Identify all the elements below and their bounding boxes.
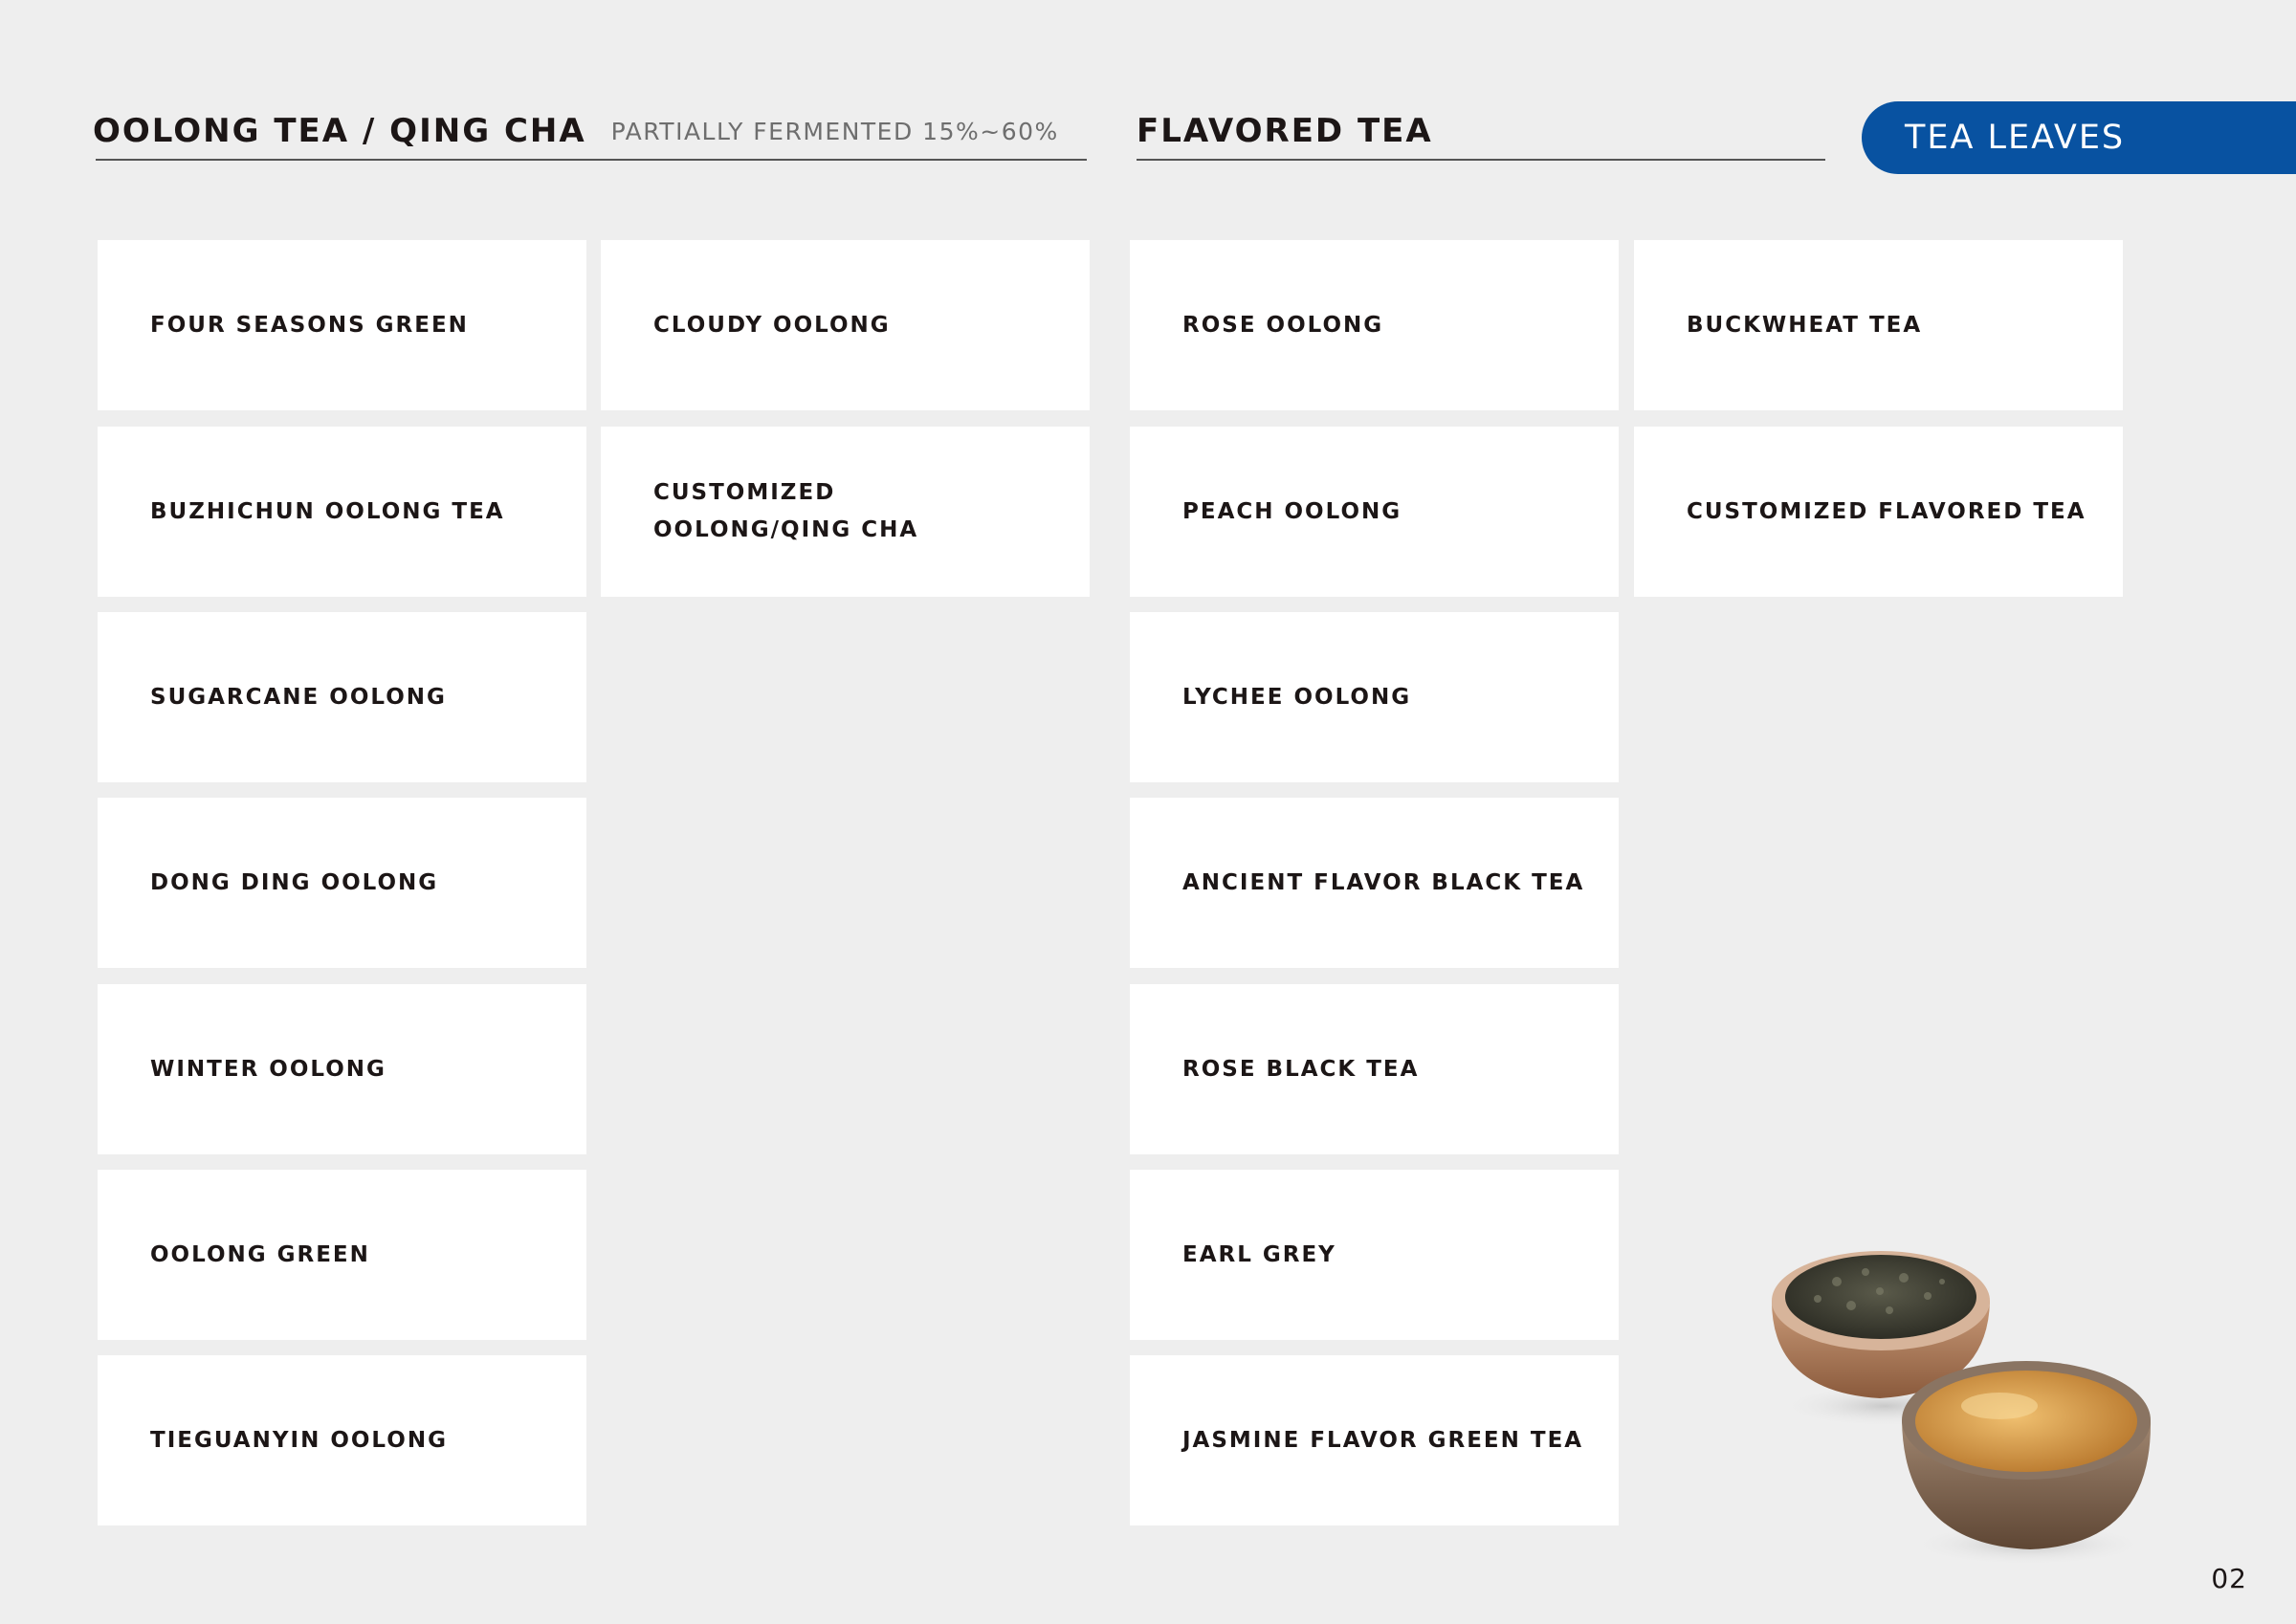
- tea-name: CUSTOMIZED FLAVORED TEA: [1687, 498, 2086, 524]
- tea-card: [1130, 984, 1619, 1154]
- tea-card: [1130, 427, 1619, 597]
- tea-card: [98, 612, 586, 782]
- tea-name: ROSE BLACK TEA: [1182, 1056, 1420, 1082]
- tea-name: CUSTOMIZED OOLONG/QING CHA: [653, 480, 919, 542]
- tea-name: FOUR SEASONS GREEN: [150, 312, 469, 338]
- tea-name: SUGARCANE OOLONG: [150, 684, 447, 710]
- tea-name: BUZHICHUN OOLONG TEA: [150, 498, 505, 524]
- tea-card: [98, 240, 586, 410]
- tea-card: [98, 1355, 586, 1525]
- tea-card: [1130, 240, 1619, 410]
- page-number: 02: [2211, 1563, 2247, 1594]
- tea-name: DONG DING OOLONG: [150, 869, 439, 895]
- flavored-section-title: FLAVORED TEA: [1137, 112, 1433, 150]
- oolong-section-header: [93, 103, 1087, 161]
- tea-card: [1130, 1170, 1619, 1340]
- tea-card: [1130, 798, 1619, 968]
- flavored-section-header: [1137, 103, 1825, 161]
- tea-card: [98, 798, 586, 968]
- tea-leaves-tab: [1862, 101, 2296, 174]
- tea-name: WINTER OOLONG: [150, 1056, 386, 1082]
- tea-name: ROSE OOLONG: [1182, 312, 1384, 338]
- tea-name: CLOUDY OOLONG: [653, 312, 891, 338]
- tea-card: [98, 427, 586, 597]
- oolong-section-title: OOLONG TEA / QING CHA: [93, 112, 586, 150]
- tea-leaves-tab-label: TEA LEAVES: [1905, 119, 2126, 157]
- tea-name: EARL GREY: [1182, 1241, 1336, 1267]
- tea-card: [1634, 427, 2123, 597]
- tea-card: [1130, 612, 1619, 782]
- oolong-section-subtitle: PARTIALLY FERMENTED 15%~60%: [610, 117, 1059, 145]
- tea-card: [98, 1170, 586, 1340]
- tea-name: PEACH OOLONG: [1182, 498, 1402, 524]
- tea-card: [1130, 1355, 1619, 1525]
- tea-name: BUCKWHEAT TEA: [1687, 312, 1923, 338]
- tea-card: [601, 427, 1090, 597]
- tea-name: JASMINE FLAVOR GREEN TEA: [1182, 1427, 1584, 1453]
- tea-card: [98, 984, 586, 1154]
- tea-card: [601, 240, 1090, 410]
- tea-name: LYCHEE OOLONG: [1182, 684, 1412, 710]
- tea-card: [1634, 240, 2123, 410]
- tea-name: OOLONG GREEN: [150, 1241, 370, 1267]
- tea-bowls-image: [1760, 1215, 2152, 1569]
- tea-name: TIEGUANYIN OOLONG: [150, 1427, 448, 1453]
- tea-name: ANCIENT FLAVOR BLACK TEA: [1182, 869, 1585, 895]
